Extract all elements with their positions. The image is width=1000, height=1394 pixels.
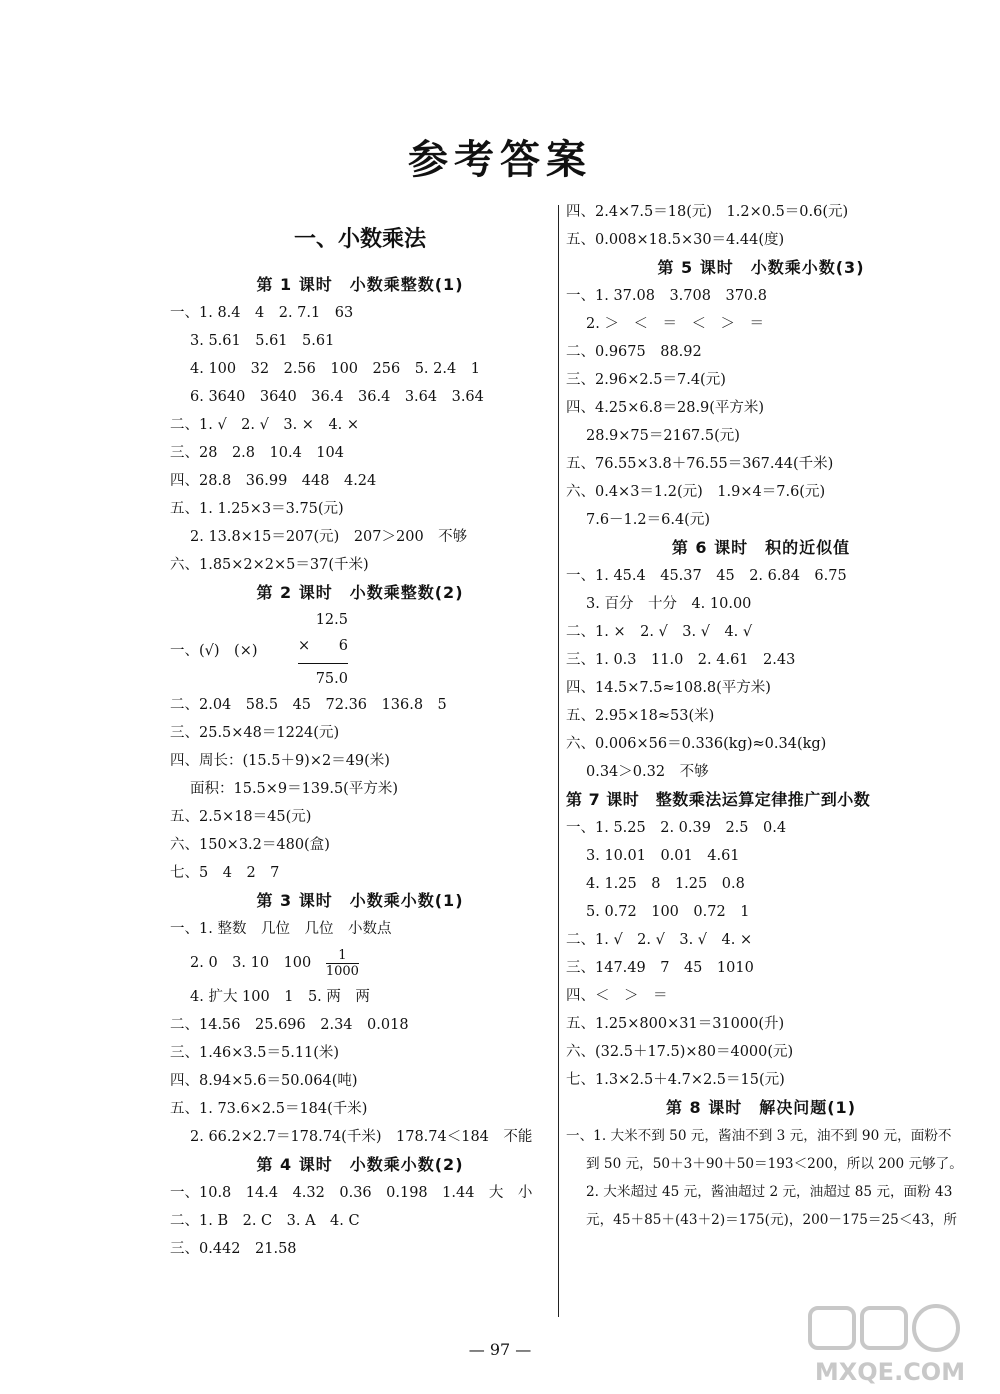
answer-line: 3. 5.61 5.61 5.61: [190, 333, 335, 349]
answer-marks: 一、(√) (×): [170, 643, 258, 659]
lesson-8-heading: 第 8 课时 解决问题(1): [665, 1098, 857, 1117]
answer-line: 一、1. 8.4 4 2. 7.1 63: [170, 305, 354, 321]
answer-line: 六、0.4×3＝1.2(元) 1.9×4＝7.6(元): [566, 484, 826, 500]
lesson-1-heading: 第 1 课时 小数乘整数(1): [256, 275, 464, 294]
answer-line: 三、1. 0.3 11.0 2. 4.61 2.43: [566, 652, 796, 668]
answer-line: 五、2.5×18＝45(元): [170, 809, 312, 825]
answer-line: 三、147.49 7 45 1010: [566, 960, 754, 976]
answer-line: 四、14.5×7.5≈108.8(平方米): [566, 680, 771, 696]
fraction-numerator: 1: [326, 948, 359, 964]
answer-line: 二、0.9675 88.92: [566, 344, 702, 360]
calc-block: [298, 607, 348, 692]
answer-line: 四、8.94×5.6＝50.064(吨): [170, 1073, 358, 1089]
fraction: [326, 948, 359, 979]
calc-rule: [298, 663, 348, 664]
page-title: 参考答案: [408, 137, 592, 183]
answer-line: 四、4.25×6.8＝28.9(平方米): [566, 400, 765, 416]
answer-line: 六、150×3.2＝480(盒): [170, 837, 330, 853]
right-column: [566, 198, 963, 1234]
answer-line: 二、1. B 2. C 3. A 4. C: [170, 1213, 360, 1229]
answer-line: 五、2.95×18≈53(米): [566, 708, 715, 724]
answer-line: 二、1. √ 2. √ 3. √ 4. ×: [566, 932, 753, 948]
answer-line: 7.6－1.2＝6.4(元): [586, 512, 710, 528]
watermark-shape: [862, 1308, 906, 1348]
answer-line: 四、2.4×7.5＝18(元) 1.2×0.5＝0.6(元): [566, 204, 849, 220]
answer-line: 六、(32.5＋17.5)×80＝4000(元): [566, 1044, 794, 1060]
answer-line: 三、25.5×48＝1224(元): [170, 725, 340, 741]
answer-line: 五、76.55×3.8＋76.55＝367.44(千米): [566, 456, 834, 472]
answer-line: 一、1. 5.25 2. 0.39 2.5 0.4: [566, 820, 787, 836]
watermark-shape: [810, 1308, 854, 1348]
lesson-5-heading: 第 5 课时 小数乘小数(3): [657, 258, 865, 277]
answer-line: 三、0.442 21.58: [170, 1241, 297, 1257]
answer-line: 二、14.56 25.696 2.34 0.018: [170, 1017, 409, 1033]
answer-line: 一、1. 37.08 3.708 370.8: [566, 288, 767, 304]
fraction-denominator: 1000: [325, 963, 359, 979]
calc-multiplicand: 12.5: [315, 612, 348, 628]
answer-line: 五、1. 1.25×3＝3.75(元): [170, 501, 344, 517]
page-number: — 97 —: [468, 1340, 532, 1359]
answer-line: 一、1. 整数 几位 几位 小数点: [170, 921, 392, 937]
answer-line: 0.34＞0.32 不够: [586, 764, 709, 780]
answer-line: 3. 10.01 0.01 4.61: [586, 848, 740, 864]
answer-line: 到 50 元，50＋3＋90＋50＝193＜200，所以 200 元够了。: [586, 1156, 963, 1172]
calc-result: 75.0: [315, 671, 348, 687]
answer-line: 一、10.8 14.4 4.32 0.36 0.198 1.44 大 小: [170, 1185, 533, 1201]
lesson-6-heading: 第 6 课时 积的近似值: [671, 538, 851, 557]
answer-line: 面积：15.5×9＝139.5(平方米): [190, 781, 398, 797]
fraction-prefix: 2. 0 3. 10 100: [190, 955, 312, 971]
answer-line: 2. 66.2×2.7＝178.74(千米) 178.74＜184 不能: [190, 1129, 533, 1145]
lesson-3-heading: 第 3 课时 小数乘小数(1): [256, 891, 464, 910]
answer-line: 四、＜ ＞ ＝: [566, 988, 668, 1004]
lesson-4-heading: 第 4 课时 小数乘小数(2): [256, 1155, 464, 1174]
answer-line: 2. 大米超过 45 元，酱油超过 2 元，油超过 85 元，面粉 43: [586, 1184, 953, 1200]
answer-line: 七、5 4 2 7: [170, 865, 280, 881]
fraction-line: [170, 943, 550, 983]
answer-line: 三、28 2.8 10.4 104: [170, 445, 344, 461]
answer-line: 五、1.25×800×31＝31000(升): [566, 1016, 785, 1032]
answer-line: 2. 13.8×15＝207(元) 207＞200 不够: [190, 529, 468, 545]
answer-line: 2. ＞ ＜ ＝ ＜ ＞ ＝: [586, 316, 764, 332]
answer-line: 5. 0.72 100 0.72 1: [586, 904, 750, 920]
answer-line: 4. 扩大 100 1 5. 两 两: [190, 989, 370, 1005]
watermark-shape: [914, 1306, 958, 1350]
answer-line: 四、周长：(15.5＋9)×2＝49(米): [170, 753, 390, 769]
answer-line: 五、1. 73.6×2.5＝184(千米): [170, 1101, 368, 1117]
answer-line: 4. 100 32 2.56 100 256 5. 2.4 1: [190, 361, 480, 377]
lesson-2-heading: 第 2 课时 小数乘整数(2): [256, 583, 464, 602]
answer-line: 四、28.8 36.99 448 4.24: [170, 473, 377, 489]
lesson-7-heading: 第 7 课时 整数乘法运算定律推广到小数: [566, 790, 871, 809]
answer-line: 二、1. × 2. √ 3. √ 4. √: [566, 624, 753, 640]
answer-line: 3. 百分 十分 4. 10.00: [586, 596, 752, 612]
answer-line: 二、1. √ 2. √ 3. × 4. ×: [170, 417, 360, 433]
calc-multiplier-row: [298, 633, 348, 659]
answer-line: 4. 1.25 8 1.25 0.8: [586, 876, 745, 892]
left-column: [170, 225, 550, 1263]
answer-line: 七、1.3×2.5＋4.7×2.5＝15(元): [566, 1072, 785, 1088]
calc-multiplier: 6: [338, 638, 348, 654]
answer-line: 一、1. 45.4 45.37 45 2. 6.84 6.75: [566, 568, 847, 584]
watermark-text: MXQE.COM: [814, 1358, 966, 1386]
watermark-logo: [790, 1300, 990, 1390]
column-divider: [558, 205, 559, 1317]
vertical-multiplication: [170, 607, 550, 691]
unit-heading: 一、小数乘法: [293, 227, 426, 252]
answer-line: 六、0.006×56＝0.336(kg)≈0.34(kg): [566, 736, 827, 752]
answer-line: 三、1.46×3.5＝5.11(米): [170, 1045, 340, 1061]
answer-line: 五、0.008×18.5×30＝4.44(度): [566, 232, 785, 248]
answer-line: 28.9×75＝2167.5(元): [586, 428, 740, 444]
answer-line: 三、2.96×2.5＝7.4(元): [566, 372, 726, 388]
answer-line: 六、1.85×2×2×5＝37(千米): [170, 557, 369, 573]
answer-line: 一、1. 大米不到 50 元，酱油不到 3 元，油不到 90 元，面粉不: [566, 1128, 952, 1144]
answer-line: 元，45＋85＋(43＋2)＝175(元)，200－175＝25＜43，所: [586, 1212, 957, 1228]
answer-line: 二、2.04 58.5 45 72.36 136.8 5: [170, 697, 447, 713]
answer-line: 6. 3640 3640 36.4 36.4 3.64 3.64: [190, 389, 484, 405]
times-sign: ×: [298, 638, 311, 654]
